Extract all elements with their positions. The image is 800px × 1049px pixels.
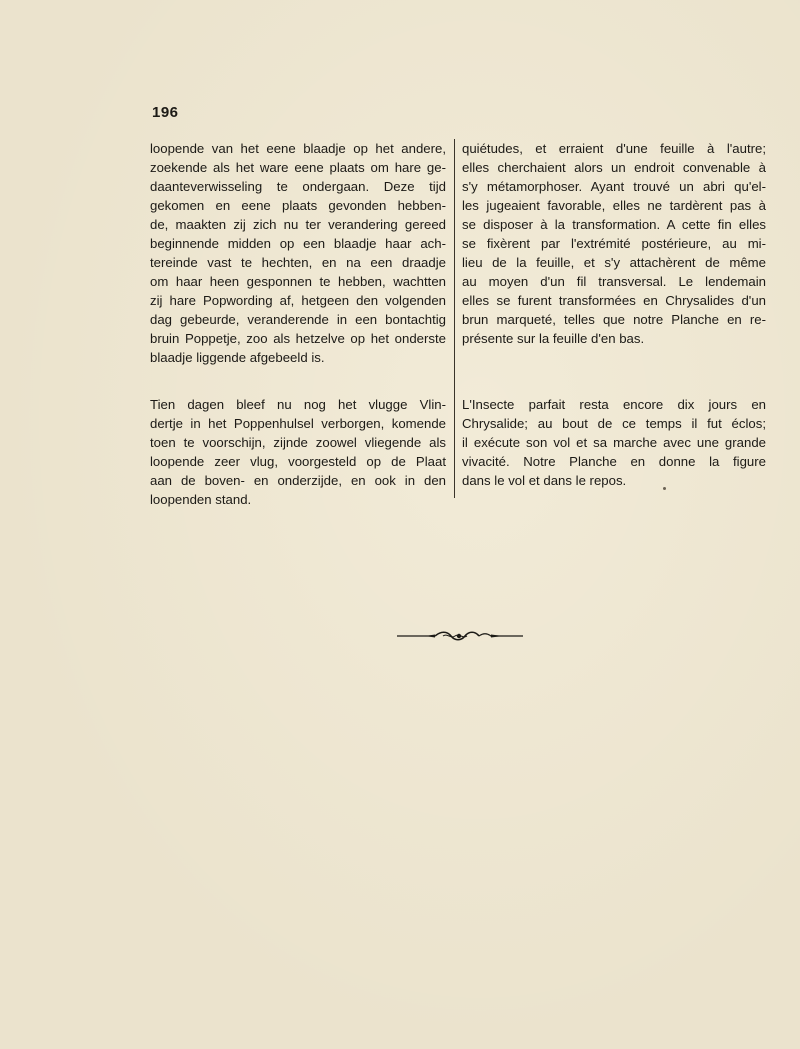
text-line: dertje in het Poppenhulsel verborgen, komende <box>150 416 446 431</box>
text-line: quiétudes, et erraient d'une feuille à l'autre; <box>462 141 766 156</box>
text-line: il exécute son vol et sa marche avec une grande <box>462 435 766 450</box>
paragraph <box>150 395 446 509</box>
text-line: blaadje liggende afgebeeld is. <box>150 350 325 365</box>
text-line: se fixèrent par l'extrémité postérieure, au mi- <box>462 236 766 251</box>
text-line: beginnende midden op een blaadje haar ach- <box>150 236 446 251</box>
text-line: Chrysalide; au bout de ce temps il fut éclos; <box>462 416 766 431</box>
text-line: zij hare Popwording af, hetgeen den volgenden <box>150 293 446 308</box>
tailpiece-ornament-icon <box>395 628 525 644</box>
text-line: présente sur la feuille d'en bas. <box>462 331 645 346</box>
text-line: Tien dagen bleef nu nog het vlugge Vlin- <box>150 397 446 412</box>
text-line: zoekende als het ware eene plaats om hare ge- <box>150 160 446 175</box>
paragraph <box>462 139 766 348</box>
text-line: aan de boven- en onderzijde, en ook in den <box>150 473 446 488</box>
dutch-column-paragraph-2 <box>150 395 446 509</box>
ink-speck <box>663 487 666 490</box>
text-line: dag gebeurde, veranderende in een bontachtig <box>150 312 446 327</box>
text-line: au moyen d'un fil transversal. Le lendemain <box>462 274 766 289</box>
text-line: toen te voorschijn, zijnde zoowel vliegende als <box>150 435 446 450</box>
text-line: L'Insecte parfait resta encore dix jours en <box>462 397 766 412</box>
french-column-paragraph-1 <box>462 139 766 348</box>
page-number: 196 <box>152 104 179 121</box>
text-line: tereinde vast te hechten, en na een draadje <box>150 255 446 270</box>
text-line: elles cherchaient alors un endroit convenable à <box>462 160 766 175</box>
text-line: loopende zeer vlug, voorgesteld op de Plaat <box>150 454 446 469</box>
paragraph <box>150 139 446 367</box>
text-line: brun marqueté, telles que notre Planche en re- <box>462 312 766 327</box>
column-divider <box>454 139 455 498</box>
text-line: elles se furent transformées en Chrysalides d'un <box>462 293 766 308</box>
text-line: de, maakten zij zich nu ter verandering gereed <box>150 217 446 232</box>
text-line: daanteverwisseling te ondergaan. Deze tijd <box>150 179 446 194</box>
text-line: dans le vol et dans le repos. <box>462 473 627 488</box>
text-line: om haar heen gesponnen te hebben, wachtten <box>150 274 446 289</box>
dutch-column-paragraph-1 <box>150 139 446 367</box>
text-line: s'y métamorphoser. Ayant trouvé un abri qu'el- <box>462 179 766 194</box>
text-line: bruin Poppetje, zoo als hetzelve op het onderste <box>150 331 446 346</box>
text-line: vivacité. Notre Planche en donne la figure <box>462 454 766 469</box>
text-line: les jugeaient favorable, elles ne tardèrent pas à <box>462 198 766 213</box>
text-line: lieu de la feuille, et s'y attachèrent de même <box>462 255 766 270</box>
text-line: se disposer à la transformation. A cette fin elles <box>462 217 766 232</box>
text-line: loopende van het eene blaadje op het andere, <box>150 141 446 156</box>
french-column-paragraph-2 <box>462 395 766 490</box>
text-line: gekomen en eene plaats gevonden hebben- <box>150 198 446 213</box>
paragraph <box>462 395 766 490</box>
text-line: loopenden stand. <box>150 492 252 507</box>
